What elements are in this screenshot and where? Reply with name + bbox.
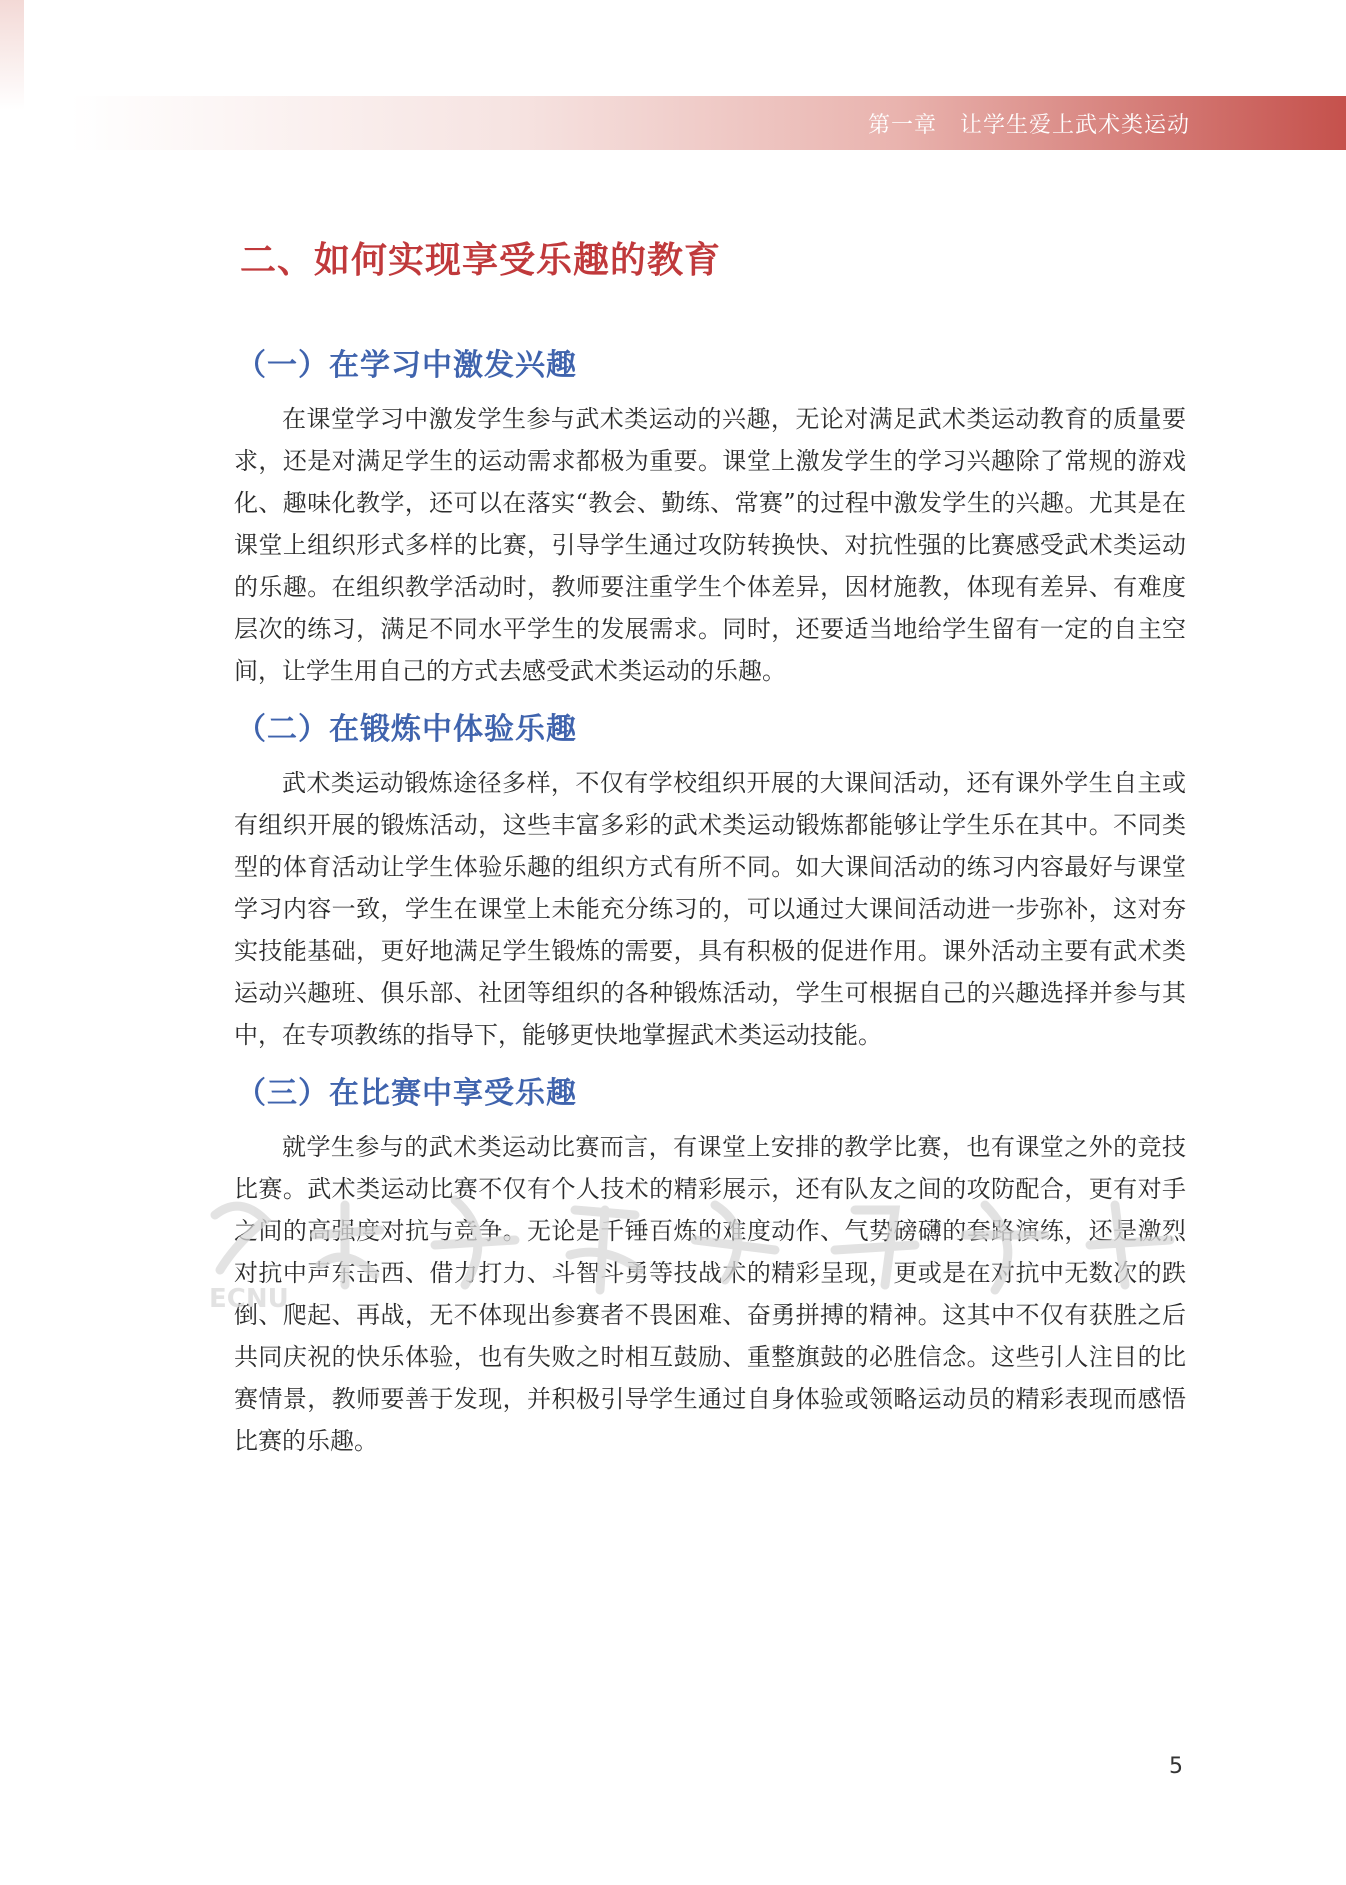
running-header-chapter-title: 第一章 让学生爱上武术类运动: [867, 113, 1190, 138]
watermark-text: ECNU: [209, 1284, 289, 1314]
subsection-heading: （二）在锻炼中体验乐趣: [236, 712, 577, 747]
subsection-3: [236, 1068, 1186, 1462]
subsection-2: [236, 704, 1186, 1056]
subsection-paragraph: 在课堂学习中激发学生参与武术类运动的兴趣，无论对满足武术类运动教育的质量要求，还是对满足学生的运动需求都极为重要。课堂上激发学生的学习兴趣除了常规的游戏化、趣味化教学，还可以在落实“教会、勤练、常赛”的过程中激发学生的兴趣。尤其是在课堂上组织形式多样的比赛，引导学生通过攻防转换快、对抗性强的比赛感受武术类运动的乐趣。在组织教学活动时，教师要注重学生个体差异，因材施教，体现有差异、有难度层次的练习，满足不同水平学生的发展需求。同时，还要适当地给学生留有一定的自主空间，让学生用自己的方式去感受武术类运动的乐趣。: [234, 405, 1186, 685]
subsection-paragraph: 就学生参与的武术类运动比赛而言，有课堂上安排的教学比赛，也有课堂之外的竞技比赛。武术类运动比赛不仅有个人技术的精彩展示，还有队友之间的攻防配合，更有对手之间的高强度对抗与竞争。无论是千锤百炼的难度动作、气势磅礴的套路演练，还是激烈对抗中声东击西、借力打力、斗智斗勇等技战术的精彩呈现，更或是在对抗中无数次的跌倒、爬起、再战，无不体现出参赛者不畏困难、奋勇拼搏的精神。这其中不仅有获胜之后共同庆祝的快乐体验，也有失败之时相互鼓励、重整旗鼓的必胜信念。这些引人注目的比赛情景，教师要善于发现，并积极引导学生通过自身体验或领略运动员的精彩表现而感悟比赛的乐趣。: [234, 1133, 1186, 1455]
subsection-paragraph: 武术类运动锻炼途径多样，不仅有学校组织开展的大课间活动，还有课外学生自主或有组织开展的锻炼活动，这些丰富多彩的武术类运动锻炼都能够让学生乐在其中。不同类型的体育活动让学生体验乐趣的组织方式有所不同。如大课间活动的练习内容最好与课堂学习内容一致，学生在课堂上未能充分练习的，可以通过大课间活动进一步弥补，这对夯实技能基础，更好地满足学生锻炼的需要，具有积极的促进作用。课外活动主要有武术类运动兴趣班、俱乐部、社团等组织的各种锻炼活动，学生可根据自己的兴趣选择并参与其中，在专项教练的指导下，能够更快地掌握武术类运动技能。: [234, 769, 1186, 1049]
page-number: 5: [1169, 1754, 1183, 1779]
subsection-1: [236, 340, 1186, 692]
section-title: 二、如何实现享受乐趣的教育: [240, 240, 722, 281]
subsection-heading: （一）在学习中激发兴趣: [236, 348, 577, 383]
subsection-heading: （三）在比赛中享受乐趣: [236, 1076, 577, 1111]
corner-decoration: [0, 0, 24, 110]
